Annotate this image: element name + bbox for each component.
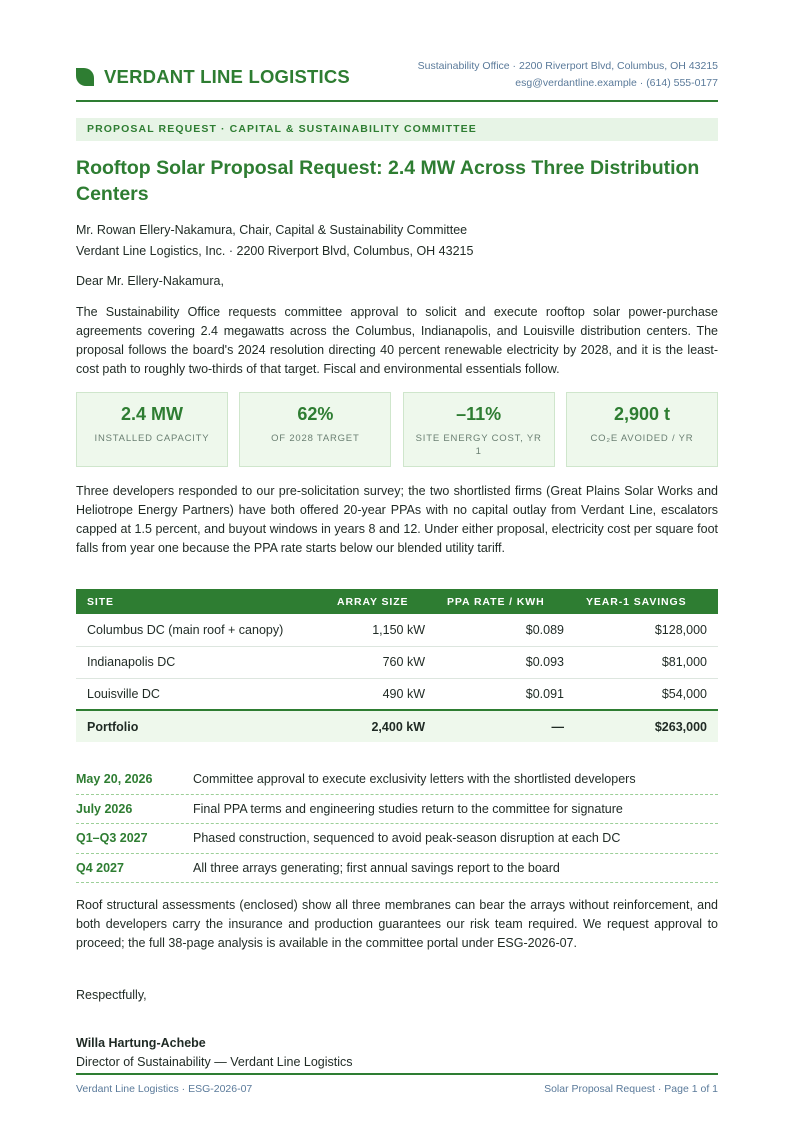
timeline-row [76,765,718,795]
cell-site: Columbus DC (main roof + canopy) [76,614,326,646]
milestone-text: Phased construction, sequenced to avoid peak-season disruption at each DC [193,831,621,846]
contact-email-phone: esg@verdantline.example · (614) 555-0177 [515,77,718,89]
cell-site: Indianapolis DC [76,646,326,678]
page-footer [76,1073,718,1095]
leaf-icon [76,68,94,86]
stat-value: 62% [297,404,334,424]
timeline-row [76,824,718,854]
milestone-date: Q4 2027 [76,860,124,875]
cell-site: Louisville DC [76,678,326,710]
footer-reference: Verdant Line Logistics · ESG-2026-07 [76,1083,253,1095]
cell-ppa-rate: — [436,710,575,742]
column-header-site: SITE [76,589,326,614]
cell-array-size: 760 kW [326,646,436,678]
milestone-text: Final PPA terms and engineering studies return to the committee for signature [193,801,623,816]
milestone-date: May 20, 2026 [76,772,153,787]
table-row [76,614,718,646]
milestone-date: Q1–Q3 2027 [76,831,148,846]
stat-label: SITE ENERGY COST, YR 1 [415,433,542,457]
recipient-address: Verdant Line Logistics, Inc. · 2200 Riverport Blvd, Columbus, OH 43215 [76,244,474,258]
stat-label: INSTALLED CAPACITY [94,433,210,444]
cell-savings: $263,000 [575,710,718,742]
letter-page [76,0,718,1123]
cell-savings: $54,000 [575,678,718,710]
column-header-savings: YEAR-1 SAVINGS [575,589,718,614]
brand-name: VERDANT LINE LOGISTICS [104,66,350,87]
stat-value: 2,900 t [613,404,670,424]
signatory-name: Willa Hartung-Achebe [76,1036,206,1050]
letterhead [76,56,718,102]
column-header-ppa-rate: PPA RATE / KWH [436,589,575,614]
document-title: Rooftop Solar Proposal Request: 2.4 MW Across Three Distribution Centers [76,157,700,205]
cell-array-size: 490 kW [326,678,436,710]
stat-card [76,392,228,467]
column-header-array-size: ARRAY SIZE [326,589,436,614]
cell-ppa-rate: $0.091 [436,678,575,710]
stat-label: OF 2028 TARGET [271,433,360,444]
milestone-text: Committee approval to execute exclusivity letters with the shortlisted developers [193,772,636,787]
table-header-row [76,589,718,614]
milestone-timeline [76,765,718,883]
cell-array-size: 1,150 kW [326,614,436,646]
salutation: Dear Mr. Ellery-Nakamura, [76,274,224,288]
contact-block [418,58,718,92]
stat-card [239,392,391,467]
cell-site: Portfolio [76,710,326,742]
stat-value: 2.4 MW [120,404,183,424]
recipient-name: Mr. Rowan Ellery-Nakamura, Chair, Capital & Sustainability Committee [76,223,468,237]
cell-array-size: 2,400 kW [326,710,436,742]
cell-savings: $81,000 [575,646,718,678]
intro-paragraph: The Sustainability Office requests committee approval to solicit and execute rooftop solar power-purchase agreements covering 2.4 megawatts across the Columbus, Indianapolis, and Louisville distribution centers. The proposal follows the board's 2024 resolution directing 40 percent renewable electricity by 2028, and it is the least-cost path to roughly two-thirds of that target. Fiscal and environmental essentials follow. [76,305,718,376]
timeline-row [76,854,718,884]
developers-paragraph: Three developers responded to our pre-solicitation survey; the two shortlisted firms (Great Plains Solar Works and Heliotrope Energy Partners) have both offered 20-year PPAs with no capital outlay from Verdant Line, escalators capped at 1.5 percent, and buyout windows in years 8 and 12. Under either proposal, electricity cost per square foot falls from year one because the PPA rate starts below our blended utility tariff. [76,484,718,555]
brand-logo [76,66,350,88]
footer-page-number: Solar Proposal Request · Page 1 of 1 [544,1083,718,1095]
cell-ppa-rate: $0.093 [436,646,575,678]
timeline-row [76,795,718,825]
recipient-block [76,220,473,262]
stat-label: CO₂E AVOIDED / YR [590,433,694,444]
stat-card [566,392,718,467]
stat-value: –11% [456,404,502,424]
closing-paragraph: Roof structural assessments (enclosed) show all three membranes can bear the arrays without reinforcement, and both developers carry the insurance and production guarantees our risk team required. We request approval to proceed; the full 38-page analysis is available in the committee portal under ESG-2026-07. [76,898,718,950]
table-row [76,646,718,678]
milestone-text: All three arrays generating; first annual savings report to the board [193,860,560,875]
cell-savings: $128,000 [575,614,718,646]
table-row [76,678,718,710]
key-stats [76,392,718,467]
contact-address: Sustainability Office · 2200 Riverport Blvd, Columbus, OH 43215 [417,60,718,72]
cell-ppa-rate: $0.089 [436,614,575,646]
table-total-row [76,710,718,742]
document-type-banner: PROPOSAL REQUEST · CAPITAL & SUSTAINABILITY COMMITTEE [76,118,718,141]
milestone-date: July 2026 [76,801,133,816]
complimentary-close: Respectfully, [76,988,147,1002]
site-table [76,589,718,742]
stat-card [403,392,555,467]
signatory-title: Director of Sustainability — Verdant Line Logistics [76,1055,353,1069]
